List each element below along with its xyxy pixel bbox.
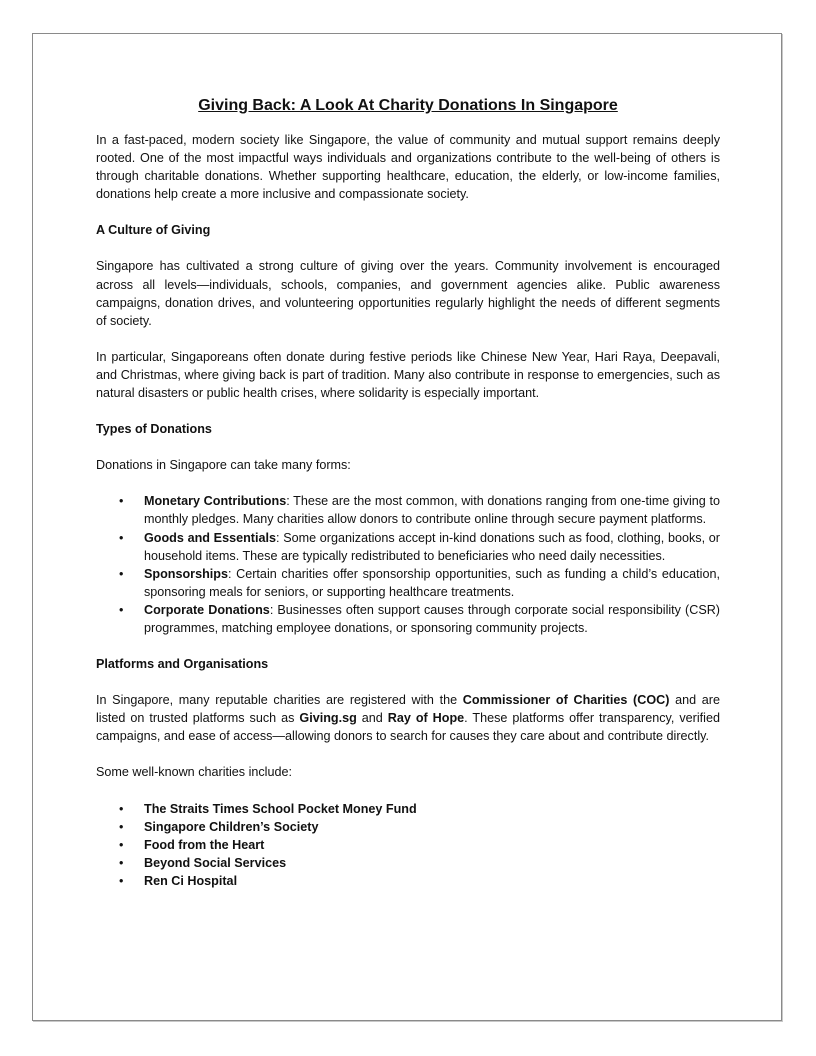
charity-name: Ren Ci Hospital — [144, 873, 238, 888]
list-item — [144, 601, 720, 637]
list-item-term: Corporate Donations — [144, 602, 270, 617]
charity-name: The Straits Times School Pocket Money Fund — [144, 801, 417, 816]
document-body — [96, 95, 720, 908]
giving-sg-name: Giving.sg — [299, 711, 357, 726]
platforms-heading: Platforms and Organisations — [96, 657, 269, 672]
ray-of-hope-name: Ray of Hope — [387, 711, 465, 726]
coc-name: Commissioner of Charities (COC) — [462, 693, 670, 708]
charities-list — [96, 800, 720, 890]
list-item-text: : Businesses often support causes through corporate social responsibility (CSR) programmes, matching employee donations, or sponsoring community projects. — [144, 602, 721, 635]
types-heading: Types of Donations — [96, 422, 212, 437]
culture-paragraph-2: In particular, Singaporeans often donate during festive periods like Chinese New Year, Hari Raya, Deepavali, and Christmas, where giving back is part of tradition. Many also contribute in response to emergencies, such as natural disasters or public health crises, where solidarity is especially important. — [96, 349, 720, 401]
list-item-term: Sponsorships — [144, 566, 228, 581]
list-item — [144, 836, 720, 854]
intro-paragraph: In a fast-paced, modern society like Singapore, the value of community and mutual support remains deeply rooted. One of the most impactful ways individuals and organizations contribute to the well-being of others is through charitable donations. Whether supporting healthcare, education, the elderly, or low-income families, donations help create a more inclusive and compassionate society. — [96, 133, 720, 202]
platforms-text-2: and are listed on trusted platforms such as — [96, 693, 720, 726]
charity-name: Singapore Children’s Society — [144, 819, 319, 834]
list-item — [144, 854, 720, 872]
platforms-paragraph — [96, 691, 720, 745]
culture-paragraph-1: Singapore has cultivated a strong culture of giving over the years. Community involvement is encouraged across all levels—individuals, schools, companies, and government agencies alike. Public awareness campaigns, donation drives, and volunteering opportunities regularly highlight the needs of different segments of society. — [96, 259, 720, 328]
list-item — [144, 818, 720, 836]
document-title: Giving Back: A Look At Charity Donations In Singapore — [198, 97, 618, 114]
platforms-text-4: . These platforms offer transparency, verified campaigns, and ease of access—allowing donors to search for causes they care about and contribute directly. — [96, 711, 720, 744]
types-intro: Donations in Singapore can take many forms: — [96, 458, 351, 473]
charity-name: Beyond Social Services — [144, 855, 287, 870]
list-item — [144, 529, 720, 565]
list-item — [144, 492, 720, 528]
platforms-text-1: In Singapore, many reputable charities are registered with the — [96, 693, 463, 708]
list-item — [144, 565, 720, 601]
charities-intro: Some well-known charities include: — [96, 765, 292, 780]
charity-name: Food from the Heart — [144, 837, 265, 852]
list-item-term: Goods and Essentials — [144, 530, 276, 545]
list-item-text: : Certain charities offer sponsorship opportunities, such as funding a child’s education, sponsoring meals for seniors, or supporting healthcare treatments. — [144, 566, 720, 599]
list-item-term: Monetary Contributions — [144, 494, 287, 509]
culture-heading: A Culture of Giving — [96, 223, 211, 238]
list-item-text: : These are the most common, with donations ranging from one-time giving to monthly pledges. Many charities allow donors to contribute online through secure payment platforms. — [144, 494, 720, 527]
list-item — [144, 872, 720, 890]
list-item — [144, 800, 720, 818]
donation-types-list — [96, 492, 720, 637]
platforms-text-3: and — [356, 711, 388, 726]
list-item-text: : Some organizations accept in-kind donations such as food, clothing, books, or household items. These are typically redistributed to beneficiaries who need daily necessities. — [144, 530, 720, 563]
